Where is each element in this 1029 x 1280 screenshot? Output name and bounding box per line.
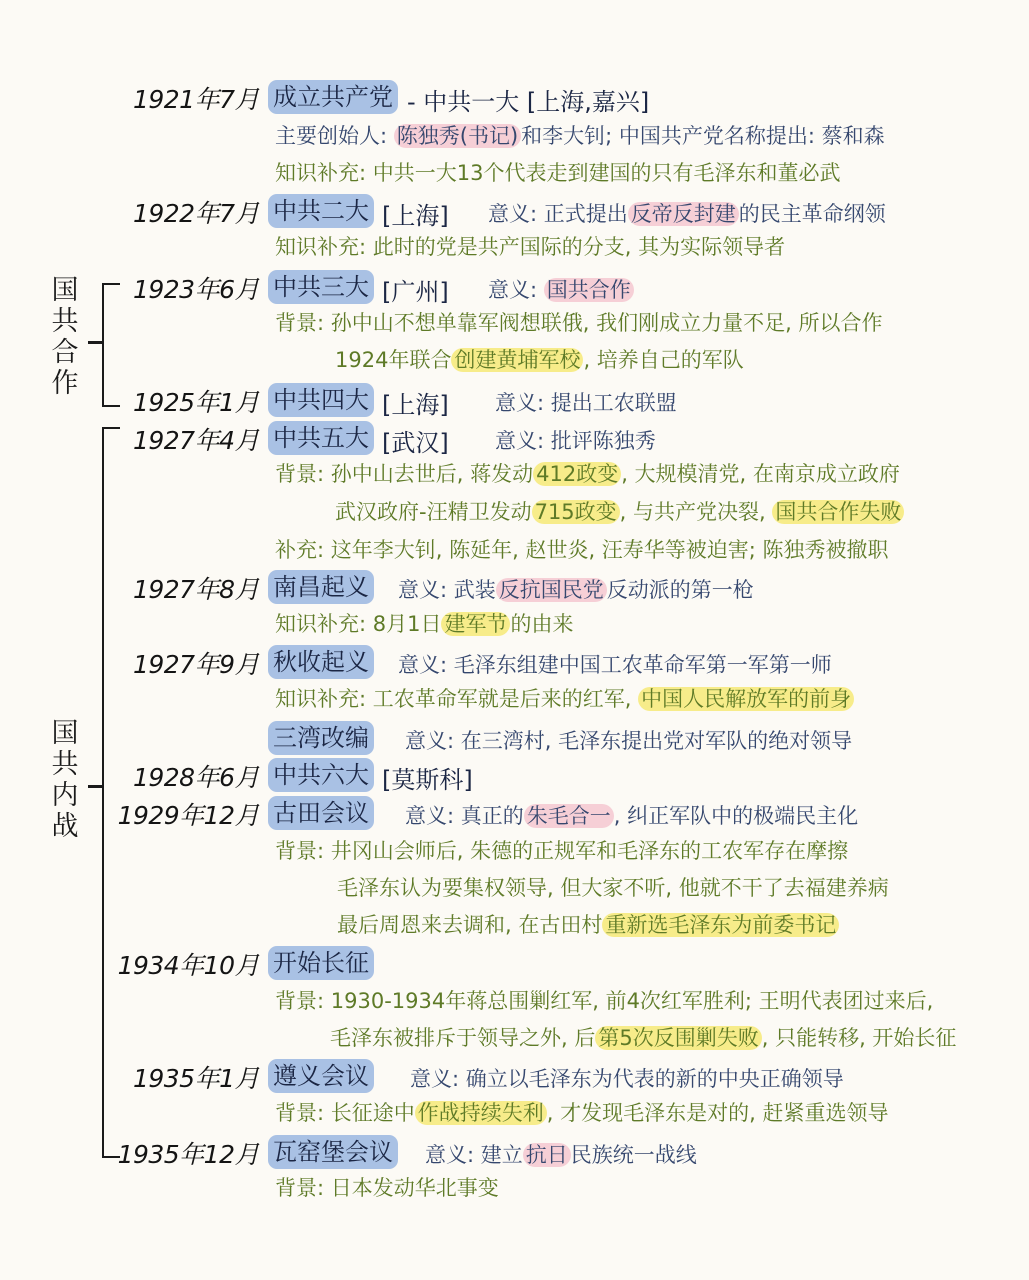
- note-line: [337, 910, 839, 940]
- note-text: 1924年联合: [335, 348, 452, 372]
- note-text: , 大规模清党, 在南京成立政府: [621, 462, 900, 486]
- highlight-pink: 陈独秀(书记): [394, 124, 521, 148]
- group-char: 共: [51, 749, 79, 780]
- meaning-prefix: 意义: 真正的: [405, 804, 524, 828]
- event-label: 遵义会议: [268, 1059, 374, 1093]
- event-label: 中共三大: [268, 270, 374, 304]
- bracket-cooperation: [102, 283, 120, 407]
- group-char: 国: [51, 275, 79, 306]
- meaning-rest: 反动派的第一枪: [606, 578, 754, 602]
- meaning-prefix: 意义: 在三湾村, 毛泽东提出党对军队的绝对领导: [405, 729, 853, 753]
- note-line: [275, 158, 840, 188]
- event-label: 成立共产党: [268, 80, 398, 114]
- note-text: 的由来: [510, 612, 574, 636]
- event-location: [上海]: [382, 202, 449, 230]
- entry-date: 1935年1月: [132, 1064, 259, 1093]
- note-text: , 与共产党决裂,: [619, 500, 773, 524]
- highlight-yellow: 作战持续失利: [415, 1101, 547, 1125]
- entry-date: 1927年4月: [132, 426, 259, 455]
- meaning-rest: 民族统一战线: [570, 1143, 697, 1167]
- entry-date: 1922年7月: [132, 199, 259, 228]
- bracket-civil-war: [102, 427, 120, 1158]
- note-text: 背景: 井冈山会师后, 朱德的正规军和毛泽东的工农军存在摩擦: [275, 839, 849, 863]
- event-label: 秋收起义: [268, 645, 374, 679]
- highlight-yellow: 国共合作失败: [772, 500, 904, 524]
- entry-date: 1929年12月: [117, 801, 259, 830]
- event-location: [广州]: [382, 278, 449, 306]
- note-line: [275, 1173, 499, 1203]
- note-text: , 培养自己的军队: [583, 348, 744, 372]
- event-label: 三湾改编: [268, 721, 374, 755]
- meaning-text: [488, 198, 886, 228]
- event-label: 瓦窑堡会议: [268, 1135, 398, 1169]
- highlight-pink: 抗日: [523, 1143, 571, 1167]
- note-text: , 只能转移, 开始长征: [761, 1026, 957, 1050]
- meaning-text: [425, 1139, 697, 1169]
- note-text: , 才发现毛泽东是对的, 赶紧重选领导: [546, 1101, 889, 1125]
- note-text: 知识补充: 中共一大13个代表走到建国的只有毛泽东和董必武: [275, 161, 841, 185]
- highlight-pink: 国共合作: [544, 278, 634, 302]
- note-text: 知识补充: 工农革命军就是后来的红军,: [275, 687, 639, 711]
- note-line: [275, 836, 848, 866]
- highlight-pink: 反抗国民党: [496, 578, 607, 602]
- meaning-prefix: 意义: 批评陈独秀: [495, 429, 656, 453]
- group-char: 国: [51, 718, 79, 749]
- note-text: 知识补充: 8月1日: [275, 612, 442, 636]
- highlight-yellow: 第5次反围剿失败: [595, 1026, 761, 1050]
- note-line: [275, 121, 885, 151]
- note-line: [337, 873, 889, 903]
- event-label: 中共四大: [268, 383, 374, 417]
- entry-date: 1921年7月: [132, 85, 259, 114]
- note-text: 补充: 这年李大钊, 陈延年, 赵世炎, 汪寿华等被迫害; 陈独秀被撤职: [275, 538, 889, 562]
- note-text: 主要创始人:: [275, 124, 394, 148]
- note-text: 和李大钊; 中国共产党名称提出: 蔡和森: [521, 124, 885, 148]
- meaning-prefix: 意义: 武装: [398, 578, 496, 602]
- group-char: 内: [51, 780, 79, 811]
- highlight-yellow: 715政变: [532, 500, 620, 524]
- event-label: 中共二大: [268, 194, 374, 228]
- entry-date: 1934年10月: [117, 951, 259, 980]
- note-line: [275, 609, 573, 639]
- highlight-pink: 反帝反封建: [628, 202, 739, 226]
- entry-date: 1935年12月: [117, 1140, 259, 1169]
- note-text: 武汉政府-汪精卫发动: [335, 500, 532, 524]
- note-line: [335, 345, 744, 375]
- meaning-text: [495, 425, 656, 455]
- note-text: 背景: 日本发动华北事变: [275, 1176, 499, 1200]
- meaning-prefix: 意义: 正式提出: [488, 202, 628, 226]
- highlight-yellow: 创建黄埔军校: [451, 348, 583, 372]
- group-label-civil-war: [50, 718, 80, 842]
- meaning-text: [488, 274, 634, 304]
- event-label: 开始长征: [268, 946, 374, 980]
- meaning-prefix: 意义: 毛泽东组建中国工农革命军第一军第一师: [398, 653, 832, 677]
- event-location: [上海]: [382, 391, 449, 419]
- event-location: [武汉]: [382, 429, 449, 457]
- bracket-tick-civil-war: [88, 785, 103, 788]
- group-label-cooperation: [50, 275, 80, 399]
- group-char: 作: [51, 368, 79, 399]
- note-text: 背景: 孙中山去世后, 蒋发动: [275, 462, 534, 486]
- entry-date: 1925年1月: [132, 388, 259, 417]
- entry-date: 1928年6月: [132, 763, 259, 792]
- note-line: [275, 308, 882, 338]
- note-line: [275, 986, 933, 1016]
- highlight-yellow: 重新选毛泽东为前委书记: [602, 913, 839, 937]
- note-text: 毛泽东被排斥于领导之外, 后: [330, 1026, 596, 1050]
- note-text: 背景: 长征途中: [275, 1101, 415, 1125]
- meaning-prefix: 意义: 确立以毛泽东为代表的新的中央正确领导: [410, 1067, 844, 1091]
- group-char: 共: [51, 306, 79, 337]
- entry-date: 1923年6月: [132, 275, 259, 304]
- meaning-text: [398, 574, 754, 604]
- note-line: [330, 1023, 956, 1053]
- highlight-pink: 朱毛合一: [524, 804, 614, 828]
- meaning-text: [405, 800, 858, 830]
- entry-date: 1927年8月: [132, 575, 259, 604]
- note-line: [335, 497, 904, 527]
- event-location: [莫斯科]: [382, 766, 473, 794]
- meaning-rest: , 纠正军队中的极端民主化: [613, 804, 859, 828]
- note-text: 毛泽东认为要集权领导, 但大家不听, 他就不干了去福建养病: [337, 876, 889, 900]
- event-label: 中共五大: [268, 421, 374, 455]
- bracket-tick-cooperation: [88, 341, 103, 344]
- event-label: 古田会议: [268, 796, 374, 830]
- meaning-text: [405, 725, 852, 755]
- meaning-rest: 的民主革命纲领: [738, 202, 886, 226]
- group-char: 合: [51, 337, 79, 368]
- note-text: 背景: 孙中山不想单靠军阀想联俄, 我们刚成立力量不足, 所以合作: [275, 311, 883, 335]
- event-suffix: - 中共一大 [上海,嘉兴]: [407, 88, 650, 116]
- meaning-prefix: 意义: 建立: [425, 1143, 523, 1167]
- entry-date: 1927年9月: [132, 650, 259, 679]
- group-char: 战: [51, 811, 79, 842]
- note-line: [275, 459, 900, 489]
- note-line: [275, 535, 889, 565]
- note-line: [275, 232, 785, 262]
- event-label: 中共六大: [268, 758, 374, 792]
- note-text: 背景: 1930-1934年蒋总围剿红军, 前4次红军胜利; 王明代表团过来后,: [275, 989, 934, 1013]
- highlight-yellow: 412政变: [533, 462, 621, 486]
- event-label: 南昌起义: [268, 570, 374, 604]
- highlight-yellow: 建军节: [441, 612, 510, 636]
- note-line: [275, 1098, 888, 1128]
- highlight-yellow: 中国人民解放军的前身: [638, 687, 854, 711]
- meaning-prefix: 意义:: [488, 278, 544, 302]
- note-text: 知识补充: 此时的党是共产国际的分支, 其为实际领导者: [275, 235, 786, 259]
- meaning-prefix: 意义: 提出工农联盟: [495, 391, 677, 415]
- note-line: [275, 684, 854, 714]
- meaning-text: [495, 387, 677, 417]
- meaning-text: [410, 1063, 844, 1093]
- note-text: 最后周恩来去调和, 在古田村: [337, 913, 603, 937]
- meaning-text: [398, 649, 832, 679]
